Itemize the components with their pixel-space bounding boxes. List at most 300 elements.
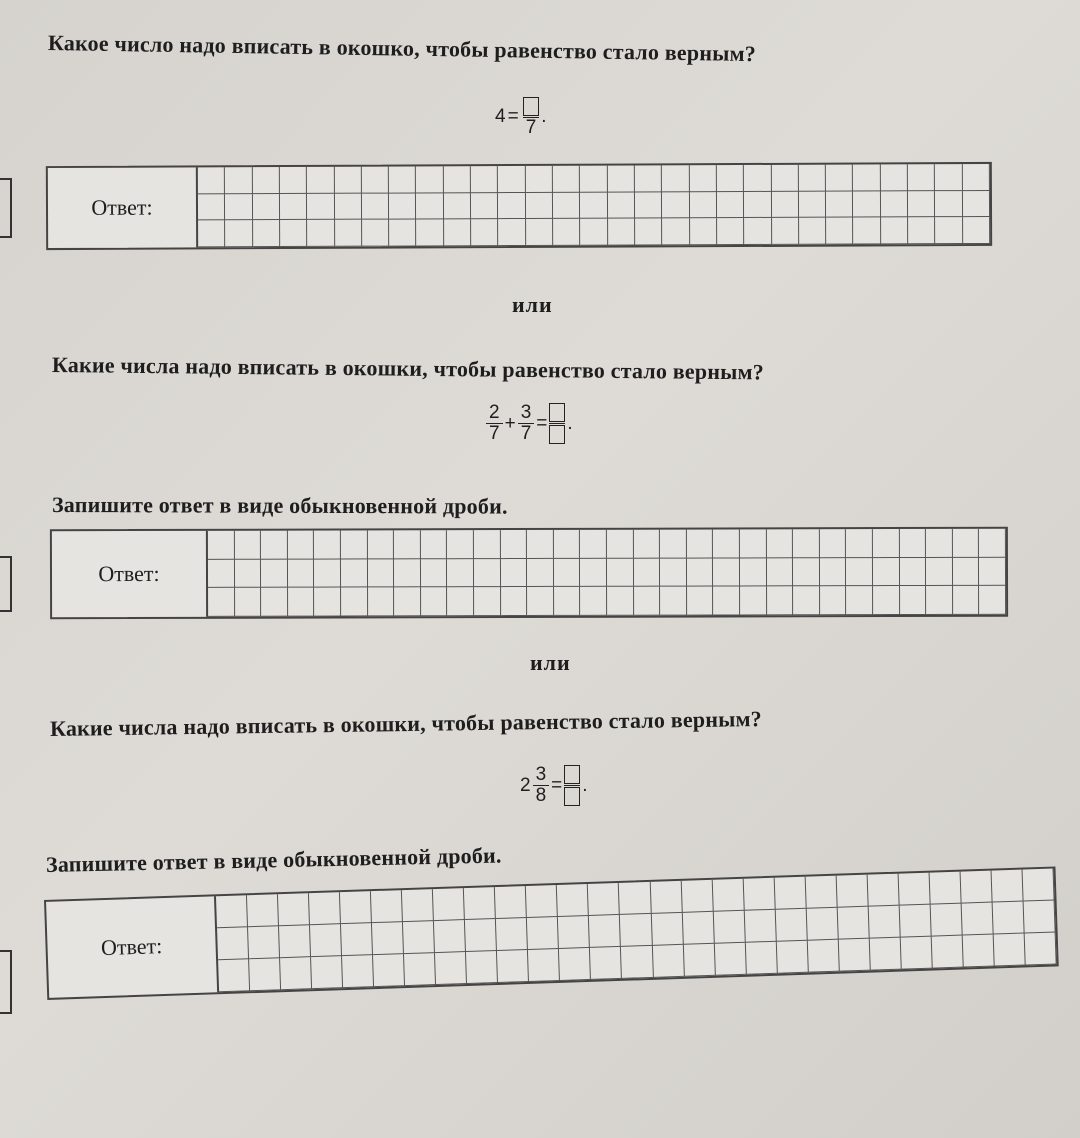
answer-cell[interactable] xyxy=(881,218,908,245)
answer-cell[interactable] xyxy=(471,166,498,193)
answer-cell[interactable] xyxy=(368,559,395,588)
answer-cell[interactable] xyxy=(435,952,467,985)
answer-cell[interactable] xyxy=(652,945,684,978)
answer-cell[interactable] xyxy=(402,889,434,922)
answer-cell[interactable] xyxy=(767,587,794,616)
answer-cell[interactable] xyxy=(416,193,443,220)
answer-cell[interactable] xyxy=(908,191,935,218)
answer-cell[interactable] xyxy=(309,892,341,925)
answer-box-3 xyxy=(44,866,1059,999)
answer-cell[interactable] xyxy=(557,884,589,917)
answer-cell[interactable] xyxy=(288,559,315,588)
answer-cell[interactable] xyxy=(280,957,312,990)
answer-cell[interactable] xyxy=(466,951,498,984)
answer-cell[interactable] xyxy=(433,888,465,921)
answer-cell[interactable] xyxy=(580,219,607,246)
answer-cell[interactable] xyxy=(225,194,252,221)
eq3-whole: 2 xyxy=(520,774,531,796)
answer-cell[interactable] xyxy=(619,882,651,915)
answer-cell[interactable] xyxy=(340,891,372,924)
answer-cell[interactable] xyxy=(607,558,634,587)
answer-cell[interactable] xyxy=(926,586,953,615)
eq2-tail: . xyxy=(567,412,573,434)
answer-cell[interactable] xyxy=(607,530,634,559)
answer-cell[interactable] xyxy=(744,165,771,192)
answer-cell[interactable] xyxy=(660,587,687,616)
answer-cell[interactable] xyxy=(288,531,315,560)
answer-cell[interactable] xyxy=(447,530,474,559)
answer-grid-1[interactable] xyxy=(198,164,990,247)
eq2-equals: = xyxy=(536,412,548,434)
answer-cell[interactable] xyxy=(713,587,740,616)
question-2: Какие числа надо вписать в окошки, чтобы равенство стало верным? xyxy=(51,352,765,385)
answer-cell[interactable] xyxy=(372,922,404,955)
answer-cell[interactable] xyxy=(589,915,621,948)
margin-mark xyxy=(0,950,12,1014)
answer-cell[interactable] xyxy=(689,165,716,192)
answer-cell[interactable] xyxy=(334,167,361,194)
answer-cell[interactable] xyxy=(662,219,689,246)
answer-cell[interactable] xyxy=(394,588,421,617)
answer-cell[interactable] xyxy=(744,910,776,943)
answer-cell[interactable] xyxy=(900,558,927,587)
answer-cell[interactable] xyxy=(660,558,687,587)
answer-cell[interactable] xyxy=(772,218,799,245)
answer-cell[interactable] xyxy=(528,949,560,982)
answer-cell[interactable] xyxy=(198,194,225,221)
equation-1 xyxy=(495,96,547,138)
answer-cell[interactable] xyxy=(873,558,900,587)
answer-cell[interactable] xyxy=(225,167,252,194)
answer-cell[interactable] xyxy=(690,218,717,245)
answer-cell[interactable] xyxy=(963,217,990,244)
answer-cell[interactable] xyxy=(553,192,580,219)
answer-cell[interactable] xyxy=(714,943,746,976)
answer-cell[interactable] xyxy=(979,557,1006,586)
question-3: Какие числа надо вписать в окошки, чтобы равенство стало верным? xyxy=(49,706,763,741)
eq1-fraction xyxy=(523,96,540,138)
instruction-2: Запишите ответ в виде обыкновенной дроби. xyxy=(51,492,508,519)
answer-cell[interactable] xyxy=(278,893,310,926)
answer-label: Ответ: xyxy=(52,531,208,617)
answer-cell[interactable] xyxy=(743,878,775,911)
answer-cell[interactable] xyxy=(898,873,930,906)
answer-cell[interactable] xyxy=(500,530,527,559)
answer-cell[interactable] xyxy=(389,220,416,247)
answer-cell[interactable] xyxy=(870,938,902,971)
answer-cell[interactable] xyxy=(683,944,715,977)
answer-cell[interactable] xyxy=(208,559,235,588)
answer-cell[interactable] xyxy=(527,587,554,616)
answer-cell[interactable] xyxy=(394,559,421,588)
answer-cell[interactable] xyxy=(607,165,634,192)
answer-cell[interactable] xyxy=(216,895,248,928)
answer-cell[interactable] xyxy=(527,559,554,588)
answer-cell[interactable] xyxy=(838,939,870,972)
answer-cell[interactable] xyxy=(806,908,838,941)
answer-cell[interactable] xyxy=(526,885,558,918)
answer-cell[interactable] xyxy=(234,531,261,560)
answer-cell[interactable] xyxy=(799,165,826,192)
answer-label: Ответ: xyxy=(48,167,198,248)
answer-cell[interactable] xyxy=(929,872,961,905)
answer-cell[interactable] xyxy=(853,164,880,191)
answer-cell[interactable] xyxy=(474,559,501,588)
answer-cell[interactable] xyxy=(474,587,501,616)
answer-cell[interactable] xyxy=(846,558,873,587)
answer-cell[interactable] xyxy=(471,219,498,246)
answer-cell[interactable] xyxy=(311,956,343,989)
answer-cell[interactable] xyxy=(1022,869,1054,902)
answer-cell[interactable] xyxy=(820,586,847,615)
answer-cell[interactable] xyxy=(908,218,935,245)
instruction-3: Запишите ответ в виде обыкновенной дроби. xyxy=(45,842,502,877)
answer-cell[interactable] xyxy=(961,903,993,936)
margin-mark xyxy=(0,556,12,612)
answer-cell[interactable] xyxy=(247,894,279,927)
answer-cell[interactable] xyxy=(687,558,714,587)
equation-2 xyxy=(484,402,573,445)
answer-cell[interactable] xyxy=(367,530,394,559)
answer-cell[interactable] xyxy=(908,164,935,191)
answer-cell[interactable] xyxy=(218,959,250,992)
answer-cell[interactable] xyxy=(314,588,341,617)
answer-cell[interactable] xyxy=(607,587,634,616)
answer-cell[interactable] xyxy=(495,886,527,919)
answer-cell[interactable] xyxy=(837,907,869,940)
answer-cell[interactable] xyxy=(310,924,342,957)
answer-cell[interactable] xyxy=(867,874,899,907)
answer-cell[interactable] xyxy=(926,529,953,558)
answer-cell[interactable] xyxy=(932,936,964,969)
answer-cell[interactable] xyxy=(362,220,389,247)
eq3-result-fraction xyxy=(564,764,580,807)
answer-cell[interactable] xyxy=(253,220,280,247)
answer-cell[interactable] xyxy=(498,166,525,193)
answer-cell[interactable] xyxy=(389,193,416,220)
answer-cell[interactable] xyxy=(261,531,288,560)
answer-cell[interactable] xyxy=(496,918,528,951)
answer-cell[interactable] xyxy=(335,220,362,247)
answer-cell[interactable] xyxy=(447,559,474,588)
answer-cell[interactable] xyxy=(620,914,652,947)
answer-cell[interactable] xyxy=(554,530,581,559)
answer-cell[interactable] xyxy=(771,165,798,192)
answer-cell[interactable] xyxy=(690,192,717,219)
answer-cell[interactable] xyxy=(687,530,714,559)
answer-cell[interactable] xyxy=(634,558,661,587)
answer-cell[interactable] xyxy=(826,165,853,192)
answer-cell[interactable] xyxy=(474,530,501,559)
answer-cell[interactable] xyxy=(280,167,307,194)
answer-cell[interactable] xyxy=(261,559,288,588)
answer-cell[interactable] xyxy=(662,165,689,192)
numerator-box[interactable] xyxy=(549,403,565,422)
eq1-equals: = xyxy=(507,106,519,127)
answer-cell[interactable] xyxy=(434,920,466,953)
answer-cell[interactable] xyxy=(307,220,334,247)
answer-cell[interactable] xyxy=(198,167,225,194)
answer-cell[interactable] xyxy=(342,955,374,988)
answer-cell[interactable] xyxy=(314,530,341,559)
answer-cell[interactable] xyxy=(899,905,931,938)
answer-cell[interactable] xyxy=(208,531,235,560)
numerator-box[interactable] xyxy=(523,97,539,116)
answer-cell[interactable] xyxy=(799,218,826,245)
answer-cell[interactable] xyxy=(820,558,847,587)
answer-cell[interactable] xyxy=(713,529,740,558)
answer-cell[interactable] xyxy=(498,219,525,246)
answer-cell[interactable] xyxy=(421,530,448,559)
answer-cell[interactable] xyxy=(444,220,471,247)
eq2-plus: + xyxy=(504,412,516,434)
eq2-result-fraction xyxy=(549,402,565,445)
answer-cell[interactable] xyxy=(444,193,471,220)
answer-cell[interactable] xyxy=(198,221,225,248)
answer-cell[interactable] xyxy=(362,193,389,220)
answer-cell[interactable] xyxy=(314,559,341,588)
answer-cell[interactable] xyxy=(868,906,900,939)
answer-cell[interactable] xyxy=(717,192,744,219)
answer-cell[interactable] xyxy=(935,164,962,191)
equation-3 xyxy=(520,764,588,807)
answer-cell[interactable] xyxy=(740,529,767,558)
answer-cell[interactable] xyxy=(963,191,990,218)
answer-cell[interactable] xyxy=(464,887,496,920)
answer-cell[interactable] xyxy=(873,586,900,615)
answer-cell[interactable] xyxy=(634,587,661,616)
answer-cell[interactable] xyxy=(1025,932,1057,965)
answer-cell[interactable] xyxy=(900,586,927,615)
answer-cell[interactable] xyxy=(553,166,580,193)
answer-cell[interactable] xyxy=(926,558,953,587)
answer-cell[interactable] xyxy=(662,192,689,219)
eq3-equals: = xyxy=(551,774,563,796)
answer-cell[interactable] xyxy=(651,913,683,946)
numerator-box[interactable] xyxy=(564,765,580,784)
answer-cell[interactable] xyxy=(846,586,873,615)
answer-cell[interactable] xyxy=(580,530,607,559)
answer-cell[interactable] xyxy=(953,557,980,586)
answer-cell[interactable] xyxy=(660,530,687,559)
answer-cell[interactable] xyxy=(279,925,311,958)
answer-cell[interactable] xyxy=(588,883,620,916)
answer-cell[interactable] xyxy=(740,558,767,587)
answer-cell[interactable] xyxy=(687,587,714,616)
answer-cell[interactable] xyxy=(836,875,868,908)
answer-cell[interactable] xyxy=(590,947,622,980)
answer-cell[interactable] xyxy=(650,881,682,914)
answer-cell[interactable] xyxy=(633,530,660,559)
eq1-left: 4 xyxy=(495,106,506,127)
answer-cell[interactable] xyxy=(608,219,635,246)
margin-mark xyxy=(0,178,12,238)
eq3-tail: . xyxy=(582,774,588,796)
answer-cell[interactable] xyxy=(403,921,435,954)
answer-cell[interactable] xyxy=(682,912,714,945)
answer-cell[interactable] xyxy=(368,588,395,617)
answer-box-2 xyxy=(50,527,1008,620)
answer-cell[interactable] xyxy=(635,165,662,192)
answer-cell[interactable] xyxy=(717,218,744,245)
answer-cell[interactable] xyxy=(280,194,307,221)
answer-cell[interactable] xyxy=(635,192,662,219)
answer-cell[interactable] xyxy=(853,191,880,218)
answer-cell[interactable] xyxy=(713,558,740,587)
answer-cell[interactable] xyxy=(805,876,837,909)
answer-cell[interactable] xyxy=(554,559,581,588)
answer-cell[interactable] xyxy=(744,218,771,245)
answer-cell[interactable] xyxy=(280,220,307,247)
answer-cell[interactable] xyxy=(873,529,900,558)
answer-cell[interactable] xyxy=(394,530,421,559)
answer-cell[interactable] xyxy=(208,588,235,617)
answer-cell[interactable] xyxy=(527,530,554,559)
answer-cell[interactable] xyxy=(526,193,553,220)
answer-cell[interactable] xyxy=(501,559,528,588)
answer-cell[interactable] xyxy=(341,559,368,588)
answer-cell[interactable] xyxy=(252,167,279,194)
answer-cell[interactable] xyxy=(899,529,926,558)
answer-cell[interactable] xyxy=(334,193,361,220)
answer-cell[interactable] xyxy=(217,927,249,960)
answer-cell[interactable] xyxy=(935,217,962,244)
answer-cell[interactable] xyxy=(248,926,280,959)
answer-cell[interactable] xyxy=(826,218,853,245)
answer-box-1 xyxy=(46,162,992,250)
answer-cell[interactable] xyxy=(744,192,771,219)
question-1: Какое число надо вписать в окошко, чтобы равенство стало верным? xyxy=(47,30,757,67)
answer-cell[interactable] xyxy=(558,916,590,949)
answer-cell[interactable] xyxy=(580,192,607,219)
answer-cell[interactable] xyxy=(235,588,262,617)
answer-cell[interactable] xyxy=(373,954,405,987)
answer-cell[interactable] xyxy=(288,588,315,617)
answer-cell[interactable] xyxy=(501,587,528,616)
answer-cell[interactable] xyxy=(421,588,448,617)
answer-cell[interactable] xyxy=(826,191,853,218)
answer-cell[interactable] xyxy=(526,166,553,193)
answer-cell[interactable] xyxy=(621,946,653,979)
answer-cell[interactable] xyxy=(553,219,580,246)
answer-cell[interactable] xyxy=(717,165,744,192)
answer-cell[interactable] xyxy=(963,935,995,968)
answer-cell[interactable] xyxy=(371,890,403,923)
answer-cell[interactable] xyxy=(249,958,281,991)
answer-cell[interactable] xyxy=(740,587,767,616)
answer-cell[interactable] xyxy=(559,948,591,981)
answer-cell[interactable] xyxy=(261,588,288,617)
eq2-fraction-a: $\frac{2}{7}$ xyxy=(486,403,503,444)
answer-cell[interactable] xyxy=(225,220,252,247)
answer-cell[interactable] xyxy=(307,167,334,194)
answer-cell[interactable] xyxy=(447,587,474,616)
answer-cell[interactable] xyxy=(935,191,962,218)
answer-cell[interactable] xyxy=(820,529,847,558)
answer-grid-3[interactable] xyxy=(216,869,1057,993)
answer-cell[interactable] xyxy=(774,877,806,910)
answer-cell[interactable] xyxy=(979,586,1006,615)
answer-cell[interactable] xyxy=(417,220,444,247)
answer-cell[interactable] xyxy=(767,558,794,587)
answer-cell[interactable] xyxy=(497,950,529,983)
answer-cell[interactable] xyxy=(527,917,559,950)
answer-cell[interactable] xyxy=(341,923,373,956)
answer-cell[interactable] xyxy=(846,529,873,558)
answer-cell[interactable] xyxy=(253,194,280,221)
or-divider-1: или xyxy=(512,292,553,317)
answer-cell[interactable] xyxy=(881,164,908,191)
answer-cell[interactable] xyxy=(881,191,908,218)
answer-cell[interactable] xyxy=(526,219,553,246)
answer-cell[interactable] xyxy=(960,871,992,904)
answer-cell[interactable] xyxy=(991,870,1023,903)
answer-cell[interactable] xyxy=(713,911,745,944)
answer-cell[interactable] xyxy=(963,164,990,191)
answer-cell[interactable] xyxy=(994,934,1026,967)
answer-cell[interactable] xyxy=(416,166,443,193)
denominator-box[interactable] xyxy=(564,787,580,806)
answer-cell[interactable] xyxy=(580,558,607,587)
answer-cell[interactable] xyxy=(793,529,820,558)
answer-cell[interactable] xyxy=(776,941,808,974)
answer-cell[interactable] xyxy=(1024,900,1056,933)
answer-cell[interactable] xyxy=(993,902,1025,935)
answer-cell[interactable] xyxy=(307,193,334,220)
answer-cell[interactable] xyxy=(853,218,880,245)
denominator-box[interactable] xyxy=(549,425,565,444)
answer-cell[interactable] xyxy=(766,529,793,558)
answer-cell[interactable] xyxy=(471,193,498,220)
answer-cell[interactable] xyxy=(341,530,368,559)
answer-cell[interactable] xyxy=(953,586,980,615)
answer-cell[interactable] xyxy=(404,953,436,986)
answer-cell[interactable] xyxy=(979,529,1006,558)
eq3-fraction: $\frac{3}{8}$ xyxy=(533,765,550,806)
answer-cell[interactable] xyxy=(771,191,798,218)
answer-cell[interactable] xyxy=(498,193,525,220)
answer-cell[interactable] xyxy=(799,191,826,218)
answer-cell[interactable] xyxy=(389,166,416,193)
answer-cell[interactable] xyxy=(421,559,448,588)
eq1-tail: . xyxy=(541,106,547,127)
answer-cell[interactable] xyxy=(580,587,607,616)
answer-cell[interactable] xyxy=(444,166,471,193)
answer-cell[interactable] xyxy=(901,937,933,970)
answer-cell[interactable] xyxy=(235,559,262,588)
answer-cell[interactable] xyxy=(775,909,807,942)
answer-cell[interactable] xyxy=(580,166,607,193)
answer-cell[interactable] xyxy=(635,219,662,246)
or-divider-2: или xyxy=(530,650,571,675)
answer-cell[interactable] xyxy=(681,880,713,913)
answer-cell[interactable] xyxy=(793,558,820,587)
answer-cell[interactable] xyxy=(807,940,839,973)
answer-cell[interactable] xyxy=(793,587,820,616)
answer-cell[interactable] xyxy=(930,904,962,937)
answer-cell[interactable] xyxy=(362,167,389,194)
eq2-fraction-b: $\frac{3}{7}$ xyxy=(518,403,535,444)
answer-grid-2[interactable] xyxy=(208,529,1006,617)
answer-cell[interactable] xyxy=(465,919,497,952)
answer-cell[interactable] xyxy=(953,529,980,558)
answer-cell[interactable] xyxy=(341,588,368,617)
answer-cell[interactable] xyxy=(712,879,744,912)
answer-cell[interactable] xyxy=(554,587,581,616)
answer-cell[interactable] xyxy=(608,192,635,219)
answer-cell[interactable] xyxy=(745,942,777,975)
answer-label: Ответ: xyxy=(46,896,219,998)
